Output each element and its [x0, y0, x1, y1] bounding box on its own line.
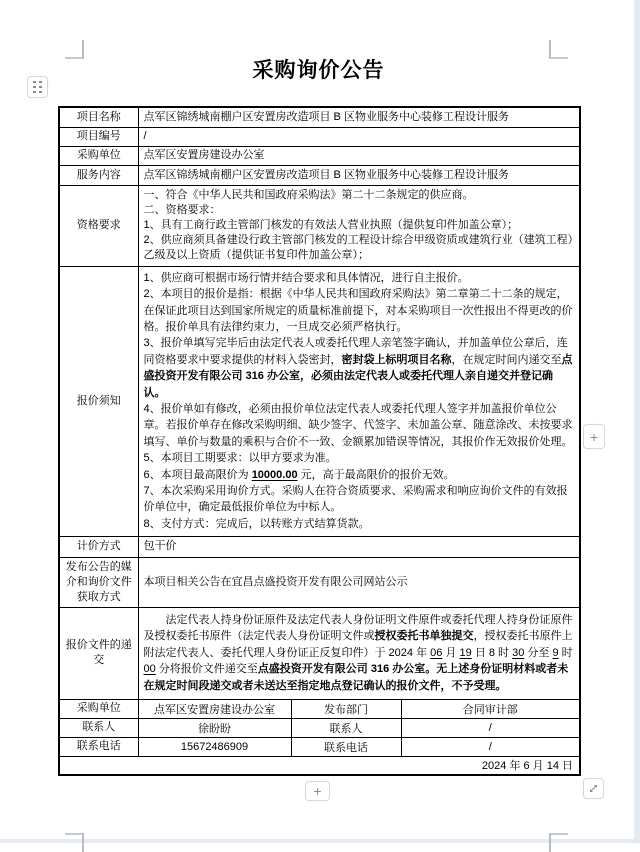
row-media — [59, 557, 580, 607]
footer-phone2-label: 联系电话 — [291, 737, 401, 756]
purchaser-value: 点军区安置房建设办公室 — [138, 146, 580, 165]
pricing-value: 包干价 — [138, 536, 580, 557]
footer-contact2-label: 联系人 — [291, 718, 401, 737]
row-project-no — [59, 127, 580, 146]
media-label: 发布公告的媒介和询价文件获取方式 — [59, 557, 138, 607]
project-no-label: 项目编号 — [59, 127, 138, 146]
project-no-value: / — [138, 127, 580, 146]
footer-contact-label: 联系人 — [59, 718, 138, 737]
announcement-date: 2024 年 6 月 14 日 — [59, 756, 580, 775]
drag-dots-icon — [33, 81, 42, 93]
row-qualification — [59, 185, 580, 266]
row-submission — [59, 607, 580, 699]
vertical-scrollbar[interactable] — [634, 0, 640, 843]
footer-phone2-value: / — [401, 737, 580, 756]
qualification-text: 一、符合《中华人民共和国政府采购法》第二十二条规定的供应商。 二、资格要求： 1、具有工商行政主管部门核发的有效法人营业执照（提供复印件加盖公章）； 2、供应商须具备建设行政主管部门核发的工程设计综合甲级资质或建筑行业（建筑工程）乙级及以上资质（提供证书复印件加盖公章）； — [138, 185, 580, 266]
table-drag-handle-button[interactable] — [27, 76, 48, 98]
footer-dept-value: 合同审计部 — [401, 699, 580, 718]
expand-table-button[interactable] — [583, 778, 604, 799]
row-pricing — [59, 536, 580, 557]
footer-purchaser-value: 点军区安置房建设办公室 — [138, 699, 291, 718]
row-footer-contact — [59, 718, 580, 737]
expand-diagonal-icon — [588, 783, 599, 794]
service-label: 服务内容 — [59, 165, 138, 185]
project-name-label: 项目名称 — [59, 107, 138, 127]
pricing-label: 计价方式 — [59, 536, 138, 557]
footer-dept-label: 发布部门 — [291, 699, 401, 718]
footer-phone-value: 15672486909 — [138, 737, 291, 756]
footer-contact2-value: / — [401, 718, 580, 737]
add-row-button-bottom[interactable] — [305, 781, 330, 801]
footer-purchaser-label: 采购单位 — [59, 699, 138, 718]
service-value: 点军区锦绣城南棚户区安置房改造项目 B 区物业服务中心装修工程设计服务 — [138, 165, 580, 185]
row-service — [59, 165, 580, 185]
horizontal-scrollbar[interactable] — [0, 839, 634, 843]
purchaser-label: 采购单位 — [59, 146, 138, 165]
submission-label: 报价文件的递交 — [59, 607, 138, 699]
quote-notice-label: 报价须知 — [59, 266, 138, 536]
row-date — [59, 756, 580, 775]
page-title: 采购询价公告 — [252, 58, 385, 82]
project-name-value: 点军区锦绣城南棚户区安置房改造项目 B 区物业服务中心装修工程设计服务 — [138, 107, 580, 127]
row-purchaser — [59, 146, 580, 165]
row-footer-phone — [59, 737, 580, 756]
media-value: 本项目相关公告在宜昌点盛投资开发有限公司网站公示 — [138, 557, 580, 607]
row-quote-notice — [59, 266, 580, 536]
footer-contact-value: 徐盼盼 — [138, 718, 291, 737]
plus-icon: + — [589, 428, 599, 445]
submission-text: 法定代表人持身份证原件及法定代表人身份证明文件原件或委托代理人持身份证原件及授权委托书原件（法定代表人身份证明文件或授权委托书单独提交，授权委托书原件上附法定代表人、委托代理人身份证正反复印件）于 2024 年 06 月 19 日 8 时 30 分至 9 时 00 分将报价文件递交至点盛投资开发有限公司 316 办公室。无上述身份证明材料或者未在规定时间段递交或者未送达至指定地点登记确认的报价文件，不予受理。 — [138, 607, 580, 699]
row-project-name — [59, 107, 580, 127]
announcement-table — [58, 106, 581, 776]
qualification-label: 资格要求 — [59, 185, 138, 266]
footer-phone-label: 联系电话 — [59, 737, 138, 756]
plus-icon: + — [313, 783, 322, 799]
add-row-button-right[interactable] — [583, 424, 605, 449]
row-footer-unit — [59, 699, 580, 718]
quote-notice-text: 1、供应商可根据市场行情并结合要求和具体情况，进行自主报价。 2、本项目的报价是指：根据《中华人民共和国政府采购法》第二章第二十二条的规定，在保证此项目达到国家所规定的质量标准前提下，对本采购项目一次性报出不得更改的价格。报价单具有法律约束力，一旦成交必须严格执行。 3、报价单填写完毕后由法定代表人或委托代理人亲笔签字确认，并加盖单位公章后，连同资格要求中要求提供的材料入袋密封，密封袋上标明项目名称，在规定时间内递交至点盛投资开发有限公司 316 办公室，必须由法定代表人或委托代理人亲自递交并登记确认。 4、报价单如有修改，必须由报价单位法定代表人或委托代理人签字并加盖报价单位公章。若报价单存在修改采购明细、缺少签字、代签字、未加盖公章、随意涂改、未按要求填写、单价与数量的乘积与合价不一致、金额累加错误等情况，其报价作无效报价处理。 5、本项目工期要求：以甲方要求为准。 6、本项目最高限价为 10000.00 元，高于最高限价的报价无效。 7、本次采购采用询价方式。采购人在符合资质要求、采购需求和响应询价文件的有效报价单位中，确定最低报价单位为中标人。 8、支付方式：完成后，以转账方式结算货款。 — [138, 266, 580, 536]
